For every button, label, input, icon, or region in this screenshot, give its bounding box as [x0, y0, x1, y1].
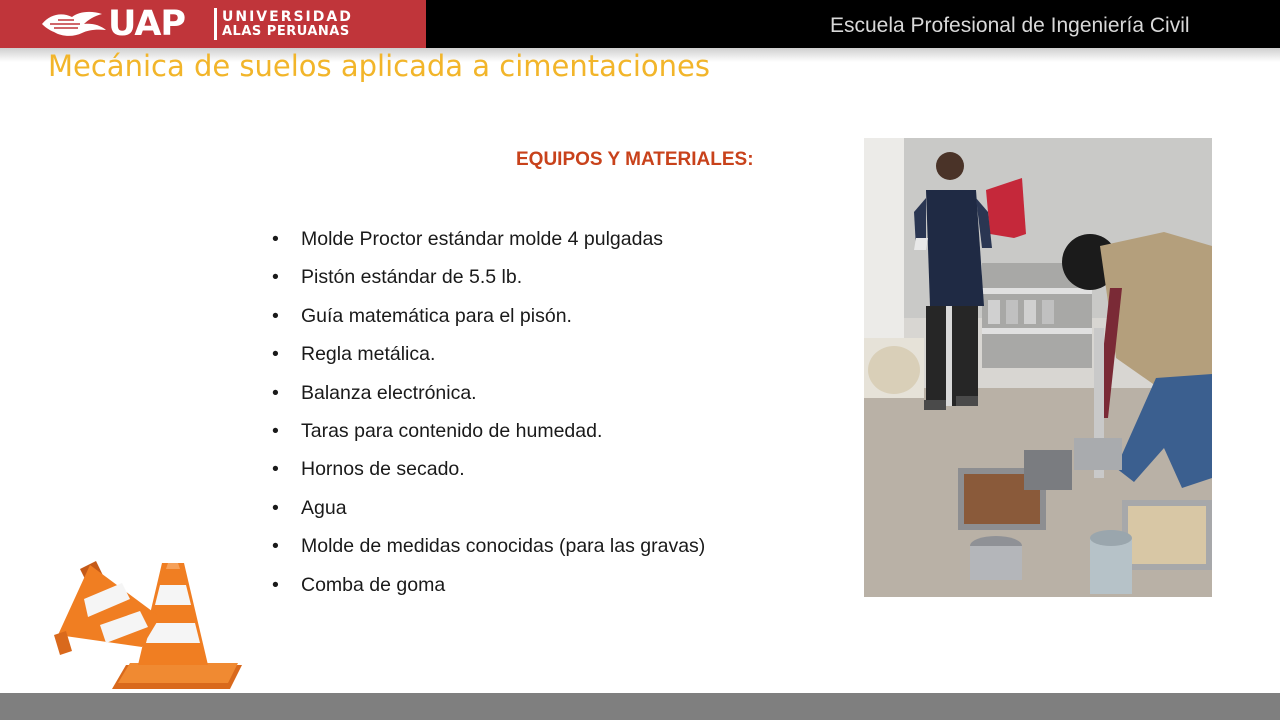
bullet-icon: • [272, 496, 279, 519]
bullet-icon: • [272, 266, 279, 289]
school-name: Escuela Profesional de Ingeniería Civil [830, 14, 1190, 37]
bullet-icon: • [272, 419, 279, 442]
bullet-icon: • [272, 228, 279, 250]
list-item [272, 226, 705, 264]
bullet-icon: • [272, 458, 279, 481]
slide-title: Mecánica de suelos aplicada a cimentaciones [48, 49, 710, 83]
list-item [272, 264, 705, 302]
section-heading: EQUIPOS Y MATERIALES: [516, 149, 754, 170]
list-item-text: Balanza electrónica. [301, 381, 477, 404]
list-item-text: Molde de medidas conocidas (para las gravas) [301, 535, 706, 558]
list-item [272, 456, 705, 494]
list-item-text: Hornos de secado. [301, 458, 465, 481]
list-item [272, 572, 705, 610]
bottom-bar [0, 693, 1280, 720]
list-item-text: Pistón estándar de 5.5 lb. [301, 266, 523, 289]
bullet-icon: • [272, 343, 279, 366]
bullet-icon: • [272, 381, 279, 404]
list-item [272, 380, 705, 418]
equipment-list [272, 226, 705, 610]
list-item-text: Molde Proctor estándar molde 4 pulgadas [301, 228, 664, 250]
bullet-icon: • [272, 535, 279, 558]
bullet-icon: • [272, 304, 279, 327]
logo-line-2: ALAS PERUANAS [222, 24, 350, 39]
list-item [272, 495, 705, 533]
list-item-text: Agua [301, 496, 347, 519]
logo-divider [214, 8, 217, 40]
bullet-icon: • [272, 573, 279, 596]
top-bar [0, 0, 1280, 48]
list-item [272, 341, 705, 379]
list-item-text: Comba de goma [301, 573, 446, 596]
list-item [272, 533, 705, 571]
logo-wordmark: UAP [108, 4, 186, 44]
uap-bird-logo-icon [40, 8, 108, 40]
list-item-text: Taras para contenido de humedad. [301, 419, 603, 442]
soil-lab-photo [864, 138, 1212, 597]
university-logo [0, 0, 426, 48]
list-item-text: Guía matemática para el pisón. [301, 304, 572, 327]
traffic-cones-icon [50, 555, 250, 690]
list-item [272, 418, 705, 456]
logo-line-1: UNIVERSIDAD [222, 9, 353, 25]
list-item-text: Regla metálica. [301, 343, 436, 366]
list-item [272, 303, 705, 341]
